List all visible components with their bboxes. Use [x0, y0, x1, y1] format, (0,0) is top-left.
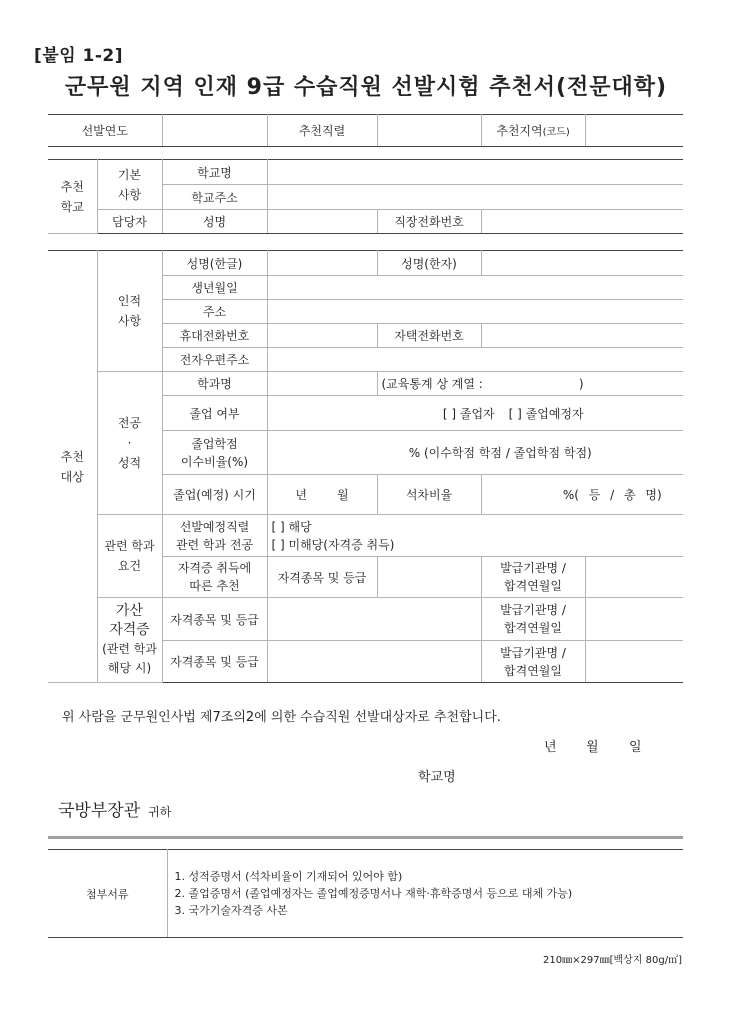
related-issuer-field[interactable]	[585, 557, 683, 598]
bonus-issuer-label-2: 발급기관명 / 합격연월일	[481, 641, 585, 683]
department-field[interactable]	[267, 372, 377, 396]
bonus-cert-type-field-1[interactable]	[267, 598, 481, 641]
major-grades-label: 전공 · 성적	[97, 372, 162, 515]
school-section-label: 추천 학교	[48, 160, 97, 234]
birth-date-field[interactable]	[267, 276, 683, 300]
attachments-list	[167, 850, 683, 938]
school-basic-label: 기본 사항	[97, 160, 162, 210]
recipient-suffix: 귀하	[148, 805, 172, 819]
recommended-position-field[interactable]	[377, 115, 481, 147]
attachments-label: 첨부서류	[48, 850, 167, 938]
address-field[interactable]	[267, 300, 683, 324]
graduated-checkbox[interactable]: [ ] 졸업자	[442, 406, 495, 421]
cert-recommendation-label: 자격증 취득에 따른 추천	[162, 557, 267, 598]
candidate-section-label: 추천 대상	[48, 251, 97, 683]
related-cert-type-field[interactable]	[377, 557, 481, 598]
email-label: 전자우편주소	[162, 348, 267, 372]
graduation-time-label: 졸업(예정) 시기	[162, 475, 267, 515]
not-applicable-checkbox[interactable]: [ ] 미해당(자격증 취득)	[271, 537, 395, 552]
name-korean-label: 성명(한글)	[162, 251, 267, 276]
bonus-cert-type-label-2: 자격종목 및 등급	[162, 641, 267, 683]
school-table	[48, 159, 683, 234]
credits-ratio-label: 졸업학점 이수비율(%)	[162, 431, 267, 475]
contact-name-field[interactable]	[267, 210, 377, 234]
bonus-issuer-field-1[interactable]	[585, 598, 683, 641]
document-title: 군무원 지역 인재 9급 수습직원 선발시험 추천서(전문대학)	[64, 75, 668, 100]
attachment-item: 3. 국가기술자격증 사본	[174, 904, 288, 917]
selection-year-label: 선발연도	[48, 115, 162, 147]
graduation-status-options	[267, 396, 683, 431]
address-label: 주소	[162, 300, 267, 324]
home-phone-label: 자택전화번호	[377, 324, 481, 348]
recommended-region-field[interactable]	[585, 115, 683, 147]
rank-ratio-field[interactable]: %( 등 / 총 명)	[481, 475, 683, 515]
graduation-time-field[interactable]: 년 월	[267, 475, 377, 515]
recommended-position-label: 추천직렬	[267, 115, 377, 147]
bonus-cert-type-field-2[interactable]	[267, 641, 481, 683]
region-label-text: 추천지역	[496, 124, 543, 138]
mobile-phone-label: 휴대전화번호	[162, 324, 267, 348]
attachment-item: 2. 졸업증명서 (졸업예정자는 졸업예정증명서나 재학·휴학증명서 등으로 대체 가능)	[174, 887, 573, 900]
paper-spec: 210㎜×297㎜[백상지 80g/㎡]	[543, 955, 682, 966]
office-phone-label: 직장전화번호	[377, 210, 481, 234]
bonus-issuer-field-2[interactable]	[585, 641, 683, 683]
home-phone-field[interactable]	[481, 324, 683, 348]
selection-year-field[interactable]	[162, 115, 267, 147]
position-major-label: 선발예정직렬 관련 학과 전공	[162, 515, 267, 557]
date-year-unit: 년	[544, 740, 557, 755]
related-cert-type-label: 자격종목 및 등급	[267, 557, 377, 598]
bonus-cert-label: 가산 자격증 (관련 학과 해당 시)	[97, 598, 162, 683]
section-divider	[48, 836, 683, 839]
recipient-name: 국방부장관	[58, 801, 141, 821]
email-field[interactable]	[267, 348, 683, 372]
rank-ratio-label: 석차비율	[377, 475, 481, 515]
contact-name-label: 성명	[162, 210, 267, 234]
date-day-unit: 일	[629, 740, 642, 755]
office-phone-field[interactable]	[481, 210, 683, 234]
related-issuer-label: 발급기관명 / 합격연월일	[481, 557, 585, 598]
candidate-table	[48, 250, 683, 683]
selection-table	[48, 114, 683, 147]
birth-date-label: 생년월일	[162, 276, 267, 300]
name-hanja-label: 성명(한자)	[377, 251, 481, 276]
recommendation-statement: 위 사람을 군무원인사법 제7조의2에 의한 수습직원 선발대상자로 추천합니다.	[62, 710, 501, 725]
edu-stat-note: (교육통계 상 계열 : )	[377, 372, 683, 396]
related-major-options	[267, 515, 683, 557]
school-name-signature: 학교명	[418, 770, 456, 785]
mobile-phone-field[interactable]	[267, 324, 377, 348]
attachment-label: [붙임 1-2]	[34, 46, 124, 66]
credits-ratio-field[interactable]: % (이수학점 학점 / 졸업학점 학점)	[267, 431, 683, 475]
bonus-issuer-label-1: 발급기관명 / 합격연월일	[481, 598, 585, 641]
school-name-label: 학교명	[162, 160, 267, 185]
applicable-checkbox[interactable]: [ ] 해당	[271, 519, 312, 534]
graduation-status-label: 졸업 여부	[162, 396, 267, 431]
recommended-region-label	[481, 115, 585, 147]
personal-info-label: 인적 사항	[97, 251, 162, 372]
school-name-field[interactable]	[267, 160, 683, 185]
attachment-item: 1. 성적증명서 (석차비율이 기재되어 있어야 함)	[174, 870, 403, 883]
attachments-table	[48, 849, 683, 938]
school-address-field[interactable]	[267, 185, 683, 210]
name-hanja-field[interactable]	[481, 251, 683, 276]
related-major-label: 관련 학과 요건	[97, 515, 162, 598]
department-label: 학과명	[162, 372, 267, 396]
name-korean-field[interactable]	[267, 251, 377, 276]
expected-graduate-checkbox[interactable]: [ ] 졸업예정자	[508, 406, 584, 421]
bonus-cert-type-label-1: 자격종목 및 등급	[162, 598, 267, 641]
recipient	[58, 796, 171, 821]
contact-person-label: 담당자	[97, 210, 162, 234]
region-code-note: (코드)	[542, 127, 570, 138]
school-address-label: 학교주소	[162, 185, 267, 210]
date-month-unit: 월	[586, 740, 599, 755]
